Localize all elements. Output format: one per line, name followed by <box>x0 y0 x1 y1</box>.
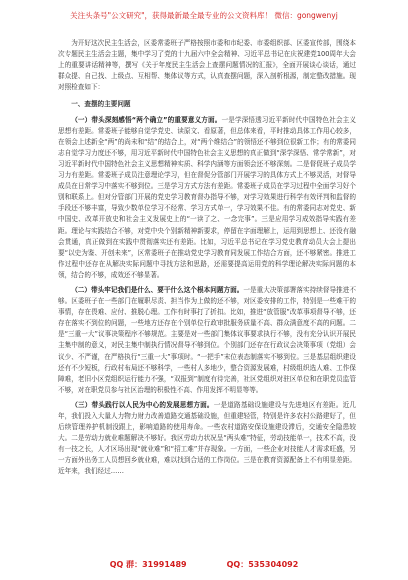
item-3-body: 一是道路基础设施建设与先进地区有差距。近几年，我们投入大量人力物力财力改善道路交通基础设施，但重建轻管，特别是许多农村公路建好了，但后续管理养护机制没跟上，影响道路的使用寿命。一些农村道路安保设施建设滞后，交通安全隐患较大。二是劳动力就业难题解决不够好。我区劳动力状况呈“两头难”特征，劳动技能单一，技术不高，没有一技之长，人才区场出现“就业难”和“招工难”并存现象。一方面，一些企业对技能人才需求旺盛，另一方面外出务工人员想回乡就业难，难以找到合适的工作岗位。三是在教育资源配备上不有明显差距。近年来，我们经过…… <box>58 400 357 476</box>
item-2-body: 一是重大决策部署落实持续督导推进不够。区委班子在一些部门在履职尽责、担当作为上做的还不够，对区委安排的工作，特别是一些难干的事情，存在畏难、应付、推脱心理。工作有时事打了折扣。比如，推进“放管服”改革事项督导不够，还存在落实不到位的问题，一些地方还存在个别单位行政审批服务质量不高、群众满意度不高的问题。二是“三重一大”议事决策程序不够规范。主要是对一些部门集体议事要求执行不够，没有充分认识开展民主集中制的意义，对民主集中制执行情况督导不够到位。个别部门还存在行政议会决策事项（党组）会议少、不严谨，在严格执行“三重一大”事项时。“一把手”末位表态制落实不够到位。三是基层组织建设还有不少短板，行政村布局还不够科学，一些村人多地少，整合资源发展难，村级组织选人难、工作保障难，老旧小区党组织运行能力不强，“双报到”制度有待完善，社区党组织对驻区单位和在职党员监管不够，对在职党员参与社区治理的积极性不高、作用发挥不明显等等。 <box>58 285 357 394</box>
qq-group-1: QQ 群：31991489 <box>109 559 187 569</box>
banner-text: 关注头条号"公文研究"，获得最新最全最专业的公文资料库！ 微信：gongwenyj <box>70 10 338 20</box>
item-3-paragraph <box>58 400 356 478</box>
item-2-title: （二）带头牢记我们是什么、要干什么这个根本问题方面。 <box>71 285 244 294</box>
document-body <box>58 38 356 478</box>
item-1-title: （一）带头深刻感悟“两个确立”的重要意义方面。 <box>71 115 222 124</box>
section-heading: 一、查摆的主要问题 <box>71 100 131 109</box>
item-1-paragraph <box>58 115 356 281</box>
footer-contact <box>0 556 408 572</box>
item-1-body: 一是学深悟透习近平新时代中国特色社会主义思想有差距。常委班子能够自觉学党史、读原文、看原著，但总体来看，平时推动具体工作用心较多，在领会上述新全“两”的尚未和“结”的结合上，对“两个维结合”的领悟还不够到位很新工作；有的常委同志自觉学习力度还不够，用习近平新时代中国特色社会主义思想的真正做到“深学深悟、常学常新”，对习近平新时代中国特色社会主义思想精神实质、科学内涵等方面领会还不够深刻。二是督促班子成员学习力有差距。常委班子成员注意理论学习，但在督促分管部门开展学习的具体方式上不够灵活，对督导成员在日常学习中落实不够到位。三是学习方式方法有差距。常委班子成员在学习过程中全面学习好个别和联系上。但对分管部门开展的党史学习教育督办指导不够，对学习效果进行科学有效评判和监督的手段还不够丰富，导致少数单位学习不经常、学习方式单一，学习效果不佳。有的常委同志对党史、新中国史、改革开放史和社会主义发展史上的“一读了之、一念完事”。三是应用学习成效指导实践有差距。理论与实践结合不够，对党中央个别新精神新要求，停留在字面理解上，运用到思想上、还没有融会贯通，真正做到在实践中贯彻落实还有差距。比如，习近平总书记在学习党史教育动员大会上提出要“以史为鉴、开创未来”，区常委班子在推动党史学习教育同发展工作结合方面，还不够紧密。推进工作过程中还存在从解决实际问题中寻找方法和思路，还需要提高运用党的科学理论解决实际问题的本领，结合的不够，成效还不够显著。 <box>58 115 356 279</box>
header-banner <box>0 0 408 30</box>
item-2-paragraph <box>58 285 356 396</box>
item-3-title: （三）带头践行以人民为中心的发展思想方面。 <box>71 400 214 409</box>
intro-paragraph: 为开好这次民主生活会，区委常委班子严格按照市委和市纪委、市委组织部、区委宣传部，围绕本次专题民主生活会主题，集中学习了党的十九届六中全会精神、习近平总书记在庆祝建党100周年大会上的重要讲话精神等，撰写《关于年度民主生活会上查摆问题情况的汇报》，全面开展谈心谈话，通过群众提、自己找、上级点、互相帮、集体议等方式，认真查摆问题，深入剖析根源，制定整改措施。现对照检查如下： <box>58 39 356 92</box>
qq-group-2: QQ：535304092 <box>226 559 299 569</box>
